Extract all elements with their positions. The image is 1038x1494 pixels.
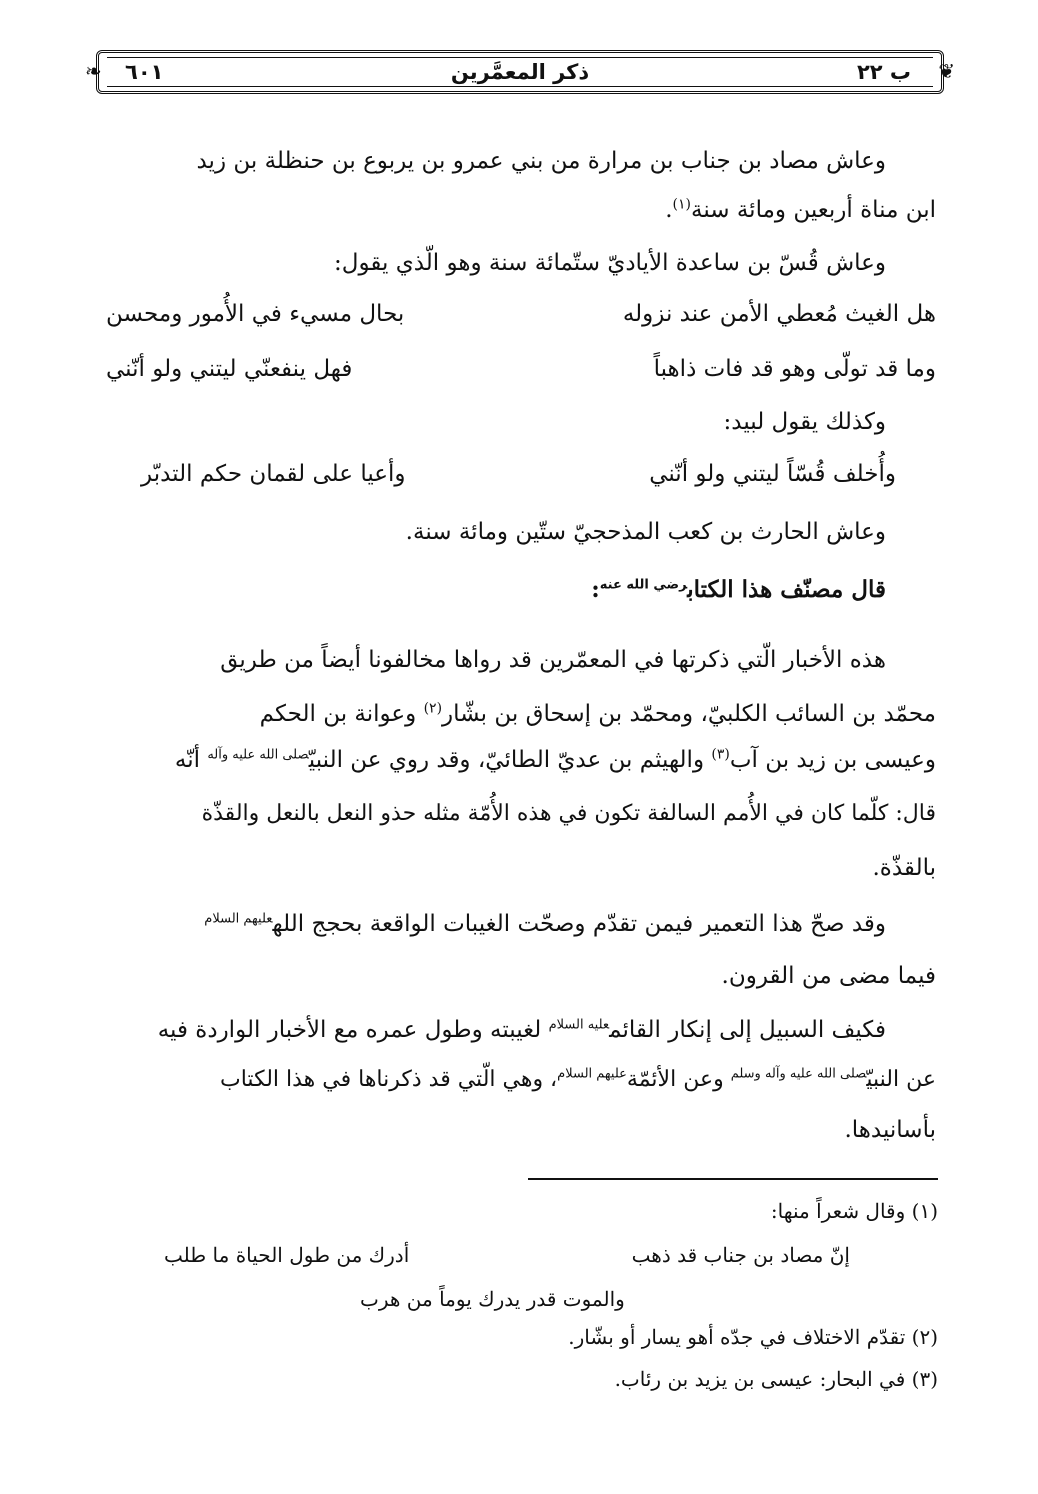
paragraph-line [106, 1060, 936, 1100]
footnote-ref: (١) [672, 196, 691, 213]
text-run: وعاش قُسّ بن ساعدة الأياديّ ستّمائة سنة وهو الّذي يقول: [334, 250, 886, 276]
verse-row [106, 347, 936, 391]
footnote-verse: والموت قدر يدرك يوماً من هرب [360, 1287, 625, 1311]
text-run: قال: كلّما كان في الأُمم السالفة تكون في هذه الأُمّة مثله حذو النعل بالنعل والقذّة [201, 801, 936, 826]
text-run: وكذلك يقول لبيد: [723, 409, 886, 435]
text-run: فكيف السبيل إلى إنكار القائم [609, 1017, 886, 1043]
text-run: وعوانة بن الحكم [259, 701, 424, 727]
footnote-1: (١) وقال شعراً منها: [770, 1199, 938, 1223]
text-run: محمّد بن السائب الكلبيّ، ومحمّد بن إسحاق بن بشّار [442, 701, 936, 727]
page-number: ٦٠١ [125, 60, 164, 84]
ornament-icon: ❦ [938, 59, 955, 83]
honorific-glyph: صلى الله عليه وآله وسلم [730, 1066, 867, 1082]
text-run: لغيبته وطول عمره مع الأخبار الواردة فيه [157, 1017, 549, 1043]
paragraph-line [106, 794, 936, 834]
verse-hemistich: وما قد تولّى وهو قد فات ذاهباً [653, 356, 936, 382]
footnote-2: (٢) تقدّم الاختلاف في جدّه أهو يسار أو بشّار. [568, 1325, 938, 1349]
footnote-verse: أدرك من طول الحياة ما طلب [164, 1243, 410, 1267]
text-run: أنّه [174, 747, 208, 773]
paragraph-line [106, 740, 936, 780]
footnote-3: (٣) في البحار: عيسى بن يزيد بن رئاب. [614, 1367, 938, 1391]
text-run: وعيسى بن زيد بن آب [729, 747, 936, 773]
paragraph-line [106, 512, 936, 552]
ornament-icon: ❧ [85, 59, 102, 83]
running-header [85, 50, 955, 94]
running-title: ذكر المعمَّرين [450, 60, 590, 84]
text-run: وعن الأئمّة [626, 1067, 731, 1092]
text-run: وقد صحّ هذا التعمير فيمن تقدّم وصحّت الغيبات الواقعة بحجج الله [272, 911, 886, 937]
section-heading [106, 570, 936, 610]
verse-hemistich: بحال مسيء في الأُمور ومحسن [106, 301, 405, 327]
paragraph-line [106, 848, 936, 888]
paragraph-line [106, 1010, 936, 1050]
text-run: هذه الأخبار الّتي ذكرتها في المعمّرين قد رواها مخالفونا أيضاً من طريق [220, 647, 886, 673]
text-run: والهيثم بن عديّ الطائيّ، وقد روي عن النبيّ [308, 747, 712, 773]
verse-hemistich: وأُخلف قُسّاً ليتني ولو أنّني [649, 461, 896, 487]
text-run: عن النبيّ [866, 1067, 936, 1092]
paragraph-line [106, 694, 936, 734]
heading-punct: : [591, 576, 600, 603]
footnote-separator [528, 1178, 938, 1180]
verse-row [106, 292, 936, 336]
text-run: ، وهي الّتي قد ذكرناها في هذا الكتاب [220, 1067, 558, 1092]
text-run: ابن مناة أربعين ومائة سنة [690, 197, 936, 223]
text-run: وعاش الحارث بن كعب المذحجيّ ستّين ومائة سنة. [405, 519, 886, 545]
honorific-glyph: صلى الله عليه وآله [207, 747, 309, 763]
verse-hemistich: هل الغيث مُعطي الأمن عند نزوله [622, 301, 936, 327]
text-run: . [665, 197, 673, 223]
text-run: فيما مضى من القرون. [721, 963, 936, 989]
section-marker: ب ٢٢ [856, 60, 911, 84]
honorific-glyph: عليهم السلام [557, 1066, 627, 1082]
heading-text: قال مصنّف هذا الكتاب [687, 576, 886, 603]
paragraph-line [106, 141, 936, 181]
honorific-glyph: عليه السلام [548, 1017, 610, 1033]
paragraph-line [106, 1110, 936, 1150]
verse-hemistich: وأعيا على لقمان حكم التدبّر [141, 461, 406, 487]
paragraph-line [106, 243, 936, 283]
verse-hemistich: فهل ينفعنّي ليتني ولو أنّني [106, 356, 353, 382]
paragraph-line [106, 956, 936, 996]
text-run: بأسانيدها. [844, 1117, 936, 1143]
honorific-glyph: رضي الله عنه [599, 577, 688, 593]
text-run: وعاش مصاد بن جناب بن مرارة من بني عمرو بن يربوع بن حنظلة بن زيد [196, 148, 886, 174]
paragraph-line [106, 190, 936, 230]
paragraph-line [106, 402, 936, 442]
text-run: بالقذّة. [872, 855, 936, 881]
paragraph-line [106, 904, 936, 944]
paragraph-line [106, 640, 936, 680]
footnote-ref: (٣) [711, 746, 730, 763]
footnote-ref: (٢) [423, 700, 443, 717]
honorific-glyph: عليهم السلام [204, 911, 273, 927]
footnote-verse: إنّ مصاد بن جناب قد ذهب [631, 1243, 850, 1267]
verse-row [106, 452, 936, 496]
